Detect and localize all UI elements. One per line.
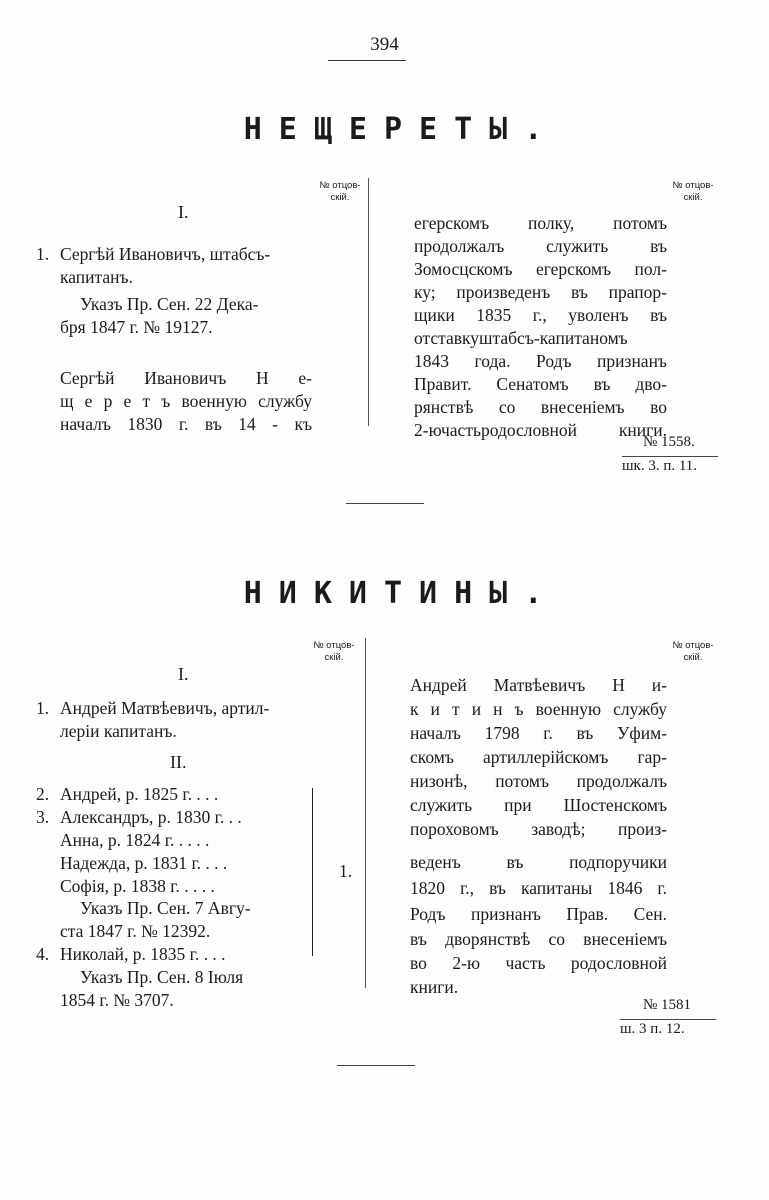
bio-line: пороховомъ заводѣ; произ- xyxy=(410,819,667,839)
bio-line: скомъ артиллерійскомъ гар- xyxy=(410,747,667,767)
column-note-right: № отцов- скій. xyxy=(672,180,714,203)
bio-line: щ е р е т ъ военную службу xyxy=(60,391,312,411)
record-number: № 1558. xyxy=(643,434,695,450)
bio-line: Правит. Сенатомъ въ дво- xyxy=(414,374,667,394)
generation-roman-2: II. xyxy=(170,752,187,772)
column-divider-2 xyxy=(365,638,366,988)
child-number: 4. xyxy=(36,944,50,964)
ukaz-line: Указъ Пр. Сен. 8 Іюля xyxy=(80,967,244,987)
bio-line: низонѣ, потомъ продолжалъ xyxy=(410,771,667,791)
column-note-left: № отцов- скій. xyxy=(319,180,361,203)
bio-line: въ дворянствѣ со внесеніемъ xyxy=(410,929,667,949)
page-number-rule xyxy=(328,60,406,61)
children-bracket xyxy=(312,788,313,956)
bio-line: началъ 1830 г. въ 14 - къ xyxy=(60,414,312,434)
bio-line: началъ 1798 г. въ Уфим- xyxy=(410,723,667,743)
column-divider-1 xyxy=(368,178,369,426)
bio-line: 1843 года. Родъ признанъ xyxy=(414,351,667,371)
entry-number: 1. xyxy=(36,698,50,718)
generation-roman-1: I. xyxy=(178,202,189,222)
bio-line: щики 1835 г., уволенъ въ xyxy=(414,305,667,325)
child-number: 3. xyxy=(36,807,50,827)
archive-reference: ш. 3 п. 12. xyxy=(620,1021,685,1037)
child-entry: Александръ, р. 1830 г. . . xyxy=(60,807,242,827)
entry-line: Сергѣй Ивановичъ, штабсъ- xyxy=(60,244,271,264)
child-entry: Николай, р. 1835 г. . . . xyxy=(60,944,226,964)
section-divider xyxy=(337,1065,415,1066)
bio-line: к и т и н ъ военную службу xyxy=(410,699,667,719)
column-note-left: № отцов- скій. xyxy=(313,640,355,663)
child-entry: Софія, р. 1838 г. . . . . xyxy=(60,876,215,896)
record-number: № 1581 xyxy=(643,997,692,1013)
bio-line: отставкуштабсъ-капитаномъ xyxy=(414,328,628,348)
bio-line: во 2-ю часть родословной xyxy=(410,953,667,973)
column-note-right: № отцов- скій. xyxy=(672,640,714,663)
entry-number: 1. xyxy=(36,244,50,264)
father-reference: 1. xyxy=(339,861,353,881)
citation-rule xyxy=(620,1019,716,1020)
child-number: 2. xyxy=(36,784,50,804)
section-title-nescherety: НЕЩЕРЕТЫ. xyxy=(243,112,560,147)
section-title-nikitiny: НИКИТИНЫ. xyxy=(243,576,560,611)
section-divider xyxy=(346,503,424,504)
bio-line: продолжалъ служить въ xyxy=(414,236,667,256)
generation-roman-1: I. xyxy=(178,664,189,684)
bio-line: служить при Шостенскомъ xyxy=(410,795,667,815)
ukaz-line: Указъ Пр. Сен. 7 Авгу- xyxy=(80,898,251,918)
entry-line: леріи капитанъ. xyxy=(60,721,177,741)
archive-reference: шк. 3. п. 11. xyxy=(622,458,698,474)
ukaz-line: Указъ Пр. Сен. 22 Дека- xyxy=(80,294,259,314)
ukaz-line: ста 1847 г. № 12392. xyxy=(60,921,211,941)
child-entry: Надежда, р. 1831 г. . . . xyxy=(60,853,228,873)
bio-line: книги. xyxy=(410,977,459,997)
child-entry: Андрей, р. 1825 г. . . . xyxy=(60,784,219,804)
bio-line: Родъ признанъ Прав. Сен. xyxy=(410,904,667,924)
bio-line: Сергѣй Ивановичъ Н е- xyxy=(60,368,312,388)
bio-line: 1820 г., въ капитаны 1846 г. xyxy=(410,878,667,898)
bio-line: Зомосцскомъ егерскомъ пол- xyxy=(414,259,667,279)
ukaz-line: бря 1847 г. № 19127. xyxy=(60,317,213,337)
entry-line: Андрей Матвѣевичъ, артил- xyxy=(60,698,270,718)
bio-line: веденъ въ подпоручики xyxy=(410,852,667,872)
bio-line: 2-ючастьродословной книги. xyxy=(414,420,667,440)
child-entry: Анна, р. 1824 г. . . . . xyxy=(60,830,210,850)
ukaz-line: 1854 г. № 3707. xyxy=(60,990,174,1010)
bio-line: егерскомъ полку, потомъ xyxy=(414,213,667,233)
citation-rule xyxy=(622,456,718,457)
entry-line: капитанъ. xyxy=(60,267,133,287)
bio-line: Андрей Матвѣевичъ Н и- xyxy=(410,675,667,695)
bio-line: ку; произведенъ въ прапор- xyxy=(414,282,667,302)
bio-line: рянствѣ со внесеніемъ во xyxy=(414,397,667,417)
page-number: 394 xyxy=(370,34,399,55)
